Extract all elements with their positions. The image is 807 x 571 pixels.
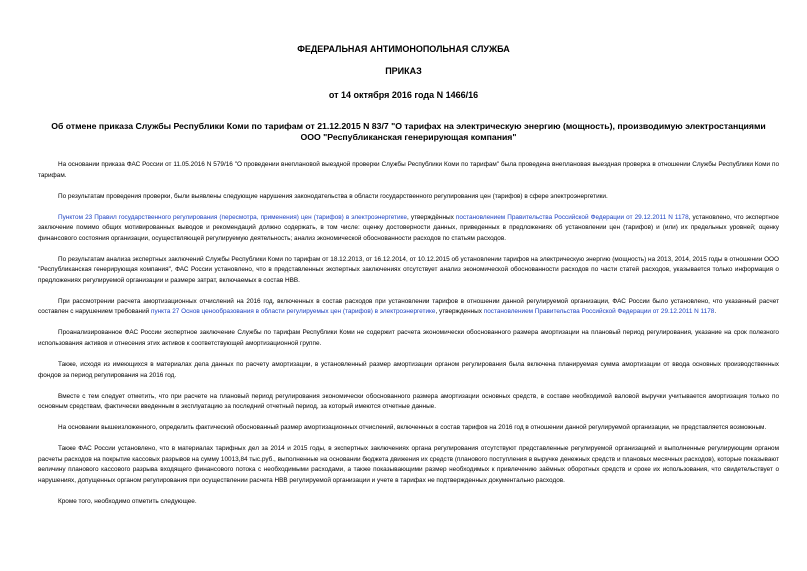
paragraph-3-text-2: , установлено, что экспертное заключение помимо общих мотивированных выводов и рекомендаций должно содержать, в том числе: оценку достоверности данных, приведенных в предложениях об установлении цен (тарифов) и (или) их предельных уровней; оценку финансового состояния организации, осуществляющей регулируемую деятельность; анализ экономической обоснованности расходов по статьям расходов. [38, 213, 779, 242]
paragraph-5-text-3: . [714, 308, 717, 316]
title-line-1: Об отмене приказа Службы Республики Коми по тарифам от 21.12.2015 N 83/7 "О тарифах на электрическую энергию (мощность), производимую электростанциями [51, 121, 766, 131]
paragraph-11: Кроме того, необходимо отметить следующее. [58, 497, 197, 505]
government-decree-1178-link-2[interactable]: постановлением Правительства Российской Федерации от 29.12.2011 N 1178 [483, 308, 715, 316]
paragraph-7: Также, исходя из имеющихся в материалах дела данных по расчету амортизации, в установленный размер амортизации органом регулирования была включена планируемая сумма амортизации от ввода основных производственных фондов за период регулирования на 2016 год. [38, 361, 779, 379]
paragraph-4: По результатам анализа экспертных заключений Службы Республики Коми по тарифам от 18.12.2013, от 16.12.2014, от 10.12.2015 об установлении тарифов на электрическую энергию (мощность) на 2013, 2014, 2015 годы в отношении ООО "Республиканская генерирующая компания", ФАС России установлено, что в представленных экспертных заключениях отсутствует анализ экономической обоснованности расходов по части статей расходов, указывается только информация о предложениях регулируемой организации и размере затрат, включаемых в состав НВВ. [38, 255, 779, 284]
government-decree-1178-link[interactable]: постановлением Правительства Российской Федерации от 29.12.2011 N 1178 [455, 213, 689, 221]
paragraph-8: Вместе с тем следует отметить, что при расчете на плановый период регулирования экономически обоснованного размера амортизации основных средств, в составе необходимой валовой выручки учитывается амортизация только по основным средствам, фактически введенным в эксплуатацию за последний отчетный период, за который имеются отчетные данные. [38, 392, 779, 411]
paragraph-3-text-1: , утверждённых [406, 213, 456, 221]
pricing-basics-point-27-link[interactable]: пункта 27 Основ ценообразования в области регулируемых цен (тарифов) в электроэнергетике [151, 308, 436, 316]
document-body [38, 160, 779, 518]
paragraph-10: Также ФАС России установлено, что в материалах тарифных дел за 2014 и 2015 годы, в экспертных заключениях органа регулирования отсутствуют представленные регулируемой организацией и выполненные регулирующим органом расчеты расходов на покрытие кассовых разрывов на сумму 10013,84 тыс.руб., выполненные на основании бюджета движения их средств (планового поступления в выручке денежных средств и плановых месячных расходов), которые показывают величину планового кассового разрыва входящего финансового потока с необходимыми расходами, а также показывающими размер необходимых к привлечению заёмных оборотных средств и сроке их использования, что свидетельствует о нарушениях, допущенных органом регулирования при осуществлении расчета НВВ регулируемой организации и учете в тарифах не подтвержденных документально расходов. [38, 445, 779, 484]
document-date-number: от 14 октября 2016 года N 1466/16 [328, 90, 479, 100]
paragraph-5 [38, 297, 779, 318]
paragraph-9: На основании вышеизложенного, определить фактический обоснованный размер амортизационных отчислений, включенных в состав тарифов на 2016 год в отношении данной регулируемой организации, не представляется возможным. [58, 424, 767, 432]
rules-point-23-link[interactable]: Пунктом 23 Правил государственного регулирования (пересмотра, применения) цен (тарифов) в электроэнергетике [58, 213, 407, 221]
paragraph-2: По результатам проведения проверки, были выявлены следующие нарушения законодательства в области государственного регулирования цен (тарифов) в сфере электроэнергетики. [58, 192, 608, 200]
title-line-2: ООО "Республиканская генерирующая компания" [300, 132, 517, 142]
document-title [38, 121, 779, 143]
paragraph-6: Проанализированное ФАС России экспертное заключение Службы по тарифам Республики Коми не содержит расчета экономически обоснованного размера амортизации на плановый период регулирования, указание на срок полезного использования активов и отнесения этих активов к соответствующей амортизационной группе. [38, 329, 779, 347]
document-type-heading: ПРИКАЗ [385, 66, 422, 76]
paragraph-3 [38, 213, 779, 245]
paragraph-1: На основании приказа ФАС России от 11.05.2016 N 579/16 "О проведении внеплановой выездной проверки Службы Республики Коми по тарифам" была проведена внеплановая выездная проверка в отношении Службы Республики Коми по тарифам. [38, 161, 779, 179]
paragraph-5-text-1: При рассмотрении расчета амортизационных отчислений на 2016 год, включенных в состав расходов при установлении тарифов в отношении данной регулируемой организации, ФАС России было установлено, что указанный расчет составлен с нарушением требований [38, 297, 779, 316]
agency-heading: ФЕДЕРАЛЬНАЯ АНТИМОНОПОЛЬНАЯ СЛУЖБА [297, 44, 510, 54]
paragraph-5-text-2: , утвержденных [435, 308, 484, 316]
